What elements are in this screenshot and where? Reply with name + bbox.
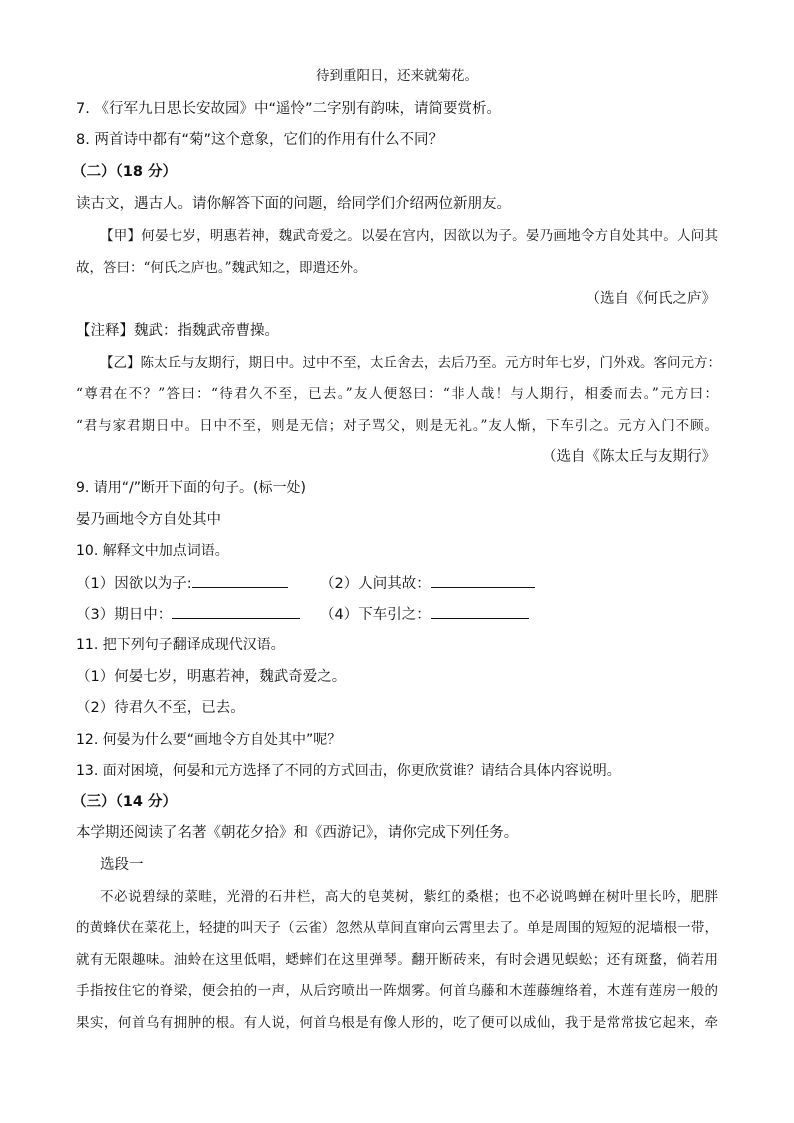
passage-yi-line-1: 【乙】陈太丘与友期行，期日中。过中不至，太丘舍去，去后乃至。元方时年七岁，门外戏。客问元方： (100, 355, 721, 371)
question-12: 12. 何晏为什么要“画地令方自处其中”呢？ (76, 732, 342, 748)
question-10-item-3-label: （3）期日中： (76, 607, 173, 623)
passage-yi-source: （选自《陈太丘与友期行》 (542, 449, 716, 465)
question-10-item-4-label: （4）下车引之： (320, 607, 431, 623)
poem-last-line: 待到重阳日，还来就菊花。 (316, 68, 478, 84)
question-10-item-3 (76, 604, 300, 625)
passage-yi-line-3: “君与家君期日中。日中不至，则是无信；对子骂父，则是无礼。”友人惭，下车引之。元方入门不顾。 (76, 418, 718, 434)
section-2-intro: 读古文，遇古人。请你解答下面的问题，给同学们介绍两位新朋友。 (76, 196, 511, 212)
section-3-intro: 本学期还阅读了名著《朝花夕拾》和《西游记》，请你完成下列任务。 (76, 825, 519, 841)
passage-1-line-2: 的黄蜂伏在菜花上，轻捷的叫天子（云雀）忽然从草间直窜向云霄里去了。单是周围的短短的泥墙根一带， (76, 920, 718, 936)
question-10-item-2-label: （2）人问其故： (320, 576, 431, 592)
question-8: 8. 两首诗中都有“菊”这个意象，它们的作用有什么不同？ (76, 132, 443, 148)
question-11-item-1: （1）何晏七岁，明惠若神，魏武奇爱之。 (76, 669, 347, 685)
question-10-item-2 (320, 573, 535, 594)
answer-blank[interactable] (192, 573, 288, 588)
passage-1-line-3: 就有无限趣味。油蛉在这里低唱，蟋蟀们在这里弹琴。翻开断砖来，有时会遇见蜈蚣；还有斑蝥，倘若用 (76, 952, 718, 968)
answer-blank[interactable] (431, 573, 535, 588)
passage-yi-line-2: “尊君在不？”答曰：“待君久不至，已去。”友人便怒曰：“非人哉！与人期行，相委而去。”元方曰： (76, 386, 718, 402)
passage-1-line-4: 手指按住它的脊梁，便会拍的一声，从后窍喷出一阵烟雾。何首乌藤和木莲藤缠络着，木莲有莲房一般的 (76, 983, 718, 999)
passage-1-line-5: 果实，何首乌有拥肿的根。有人说，何首乌根是有像人形的，吃了便可以成仙，我于是常常拔它起来，牵 (76, 1015, 718, 1031)
question-9-sentence: 晏乃画地令方自处其中 (76, 512, 221, 528)
question-7: 7. 《行军九日思长安故园》中“遥怜”二字别有韵味，请简要赏析。 (76, 101, 501, 117)
passage-jia-line-2: 故，答曰：“何氏之庐也。”魏武知之，即遣还外。 (76, 260, 367, 276)
passage-1-title: 选段一 (100, 857, 144, 873)
question-10-item-4 (320, 604, 529, 625)
section-3-heading: （三）（14 分） (72, 794, 177, 810)
question-10: 10. 解释文中加点词语。 (76, 543, 229, 559)
question-13: 13. 面对困境，何晏和元方选择了不同的方式回击，你更欣赏谁？请结合具体内容说明。 (76, 763, 621, 779)
annotation-note: 【注释】魏武：指魏武帝曹操。 (76, 323, 279, 339)
question-11: 11. 把下列句子翻译成现代汉语。 (76, 637, 285, 653)
question-11-item-2: （2）待君久不至，已去。 (76, 700, 245, 716)
passage-jia-line-1: 【甲】何晏七岁，明惠若神，魏武奇爱之。以晏在宫内，因欲以为子。晏乃画地令方自处其中。人问其 (100, 228, 718, 244)
question-10-item-1 (76, 573, 288, 594)
answer-blank[interactable] (431, 604, 529, 619)
section-2-heading: （二）（18 分） (72, 164, 177, 180)
question-10-item-1-label: （1）因欲以为子: (76, 576, 192, 592)
passage-1-line-1: 不必说碧绿的菜畦，光滑的石井栏，高大的皂荚树，紫红的桑椹；也不必说鸣蝉在树叶里长吟，肥胖 (100, 889, 718, 905)
question-9: 9. 请用“/”断开下面的句子。(标一处) (76, 480, 306, 496)
passage-jia-source: （选自《何氏之庐》 (585, 291, 716, 307)
answer-blank[interactable] (172, 604, 300, 619)
